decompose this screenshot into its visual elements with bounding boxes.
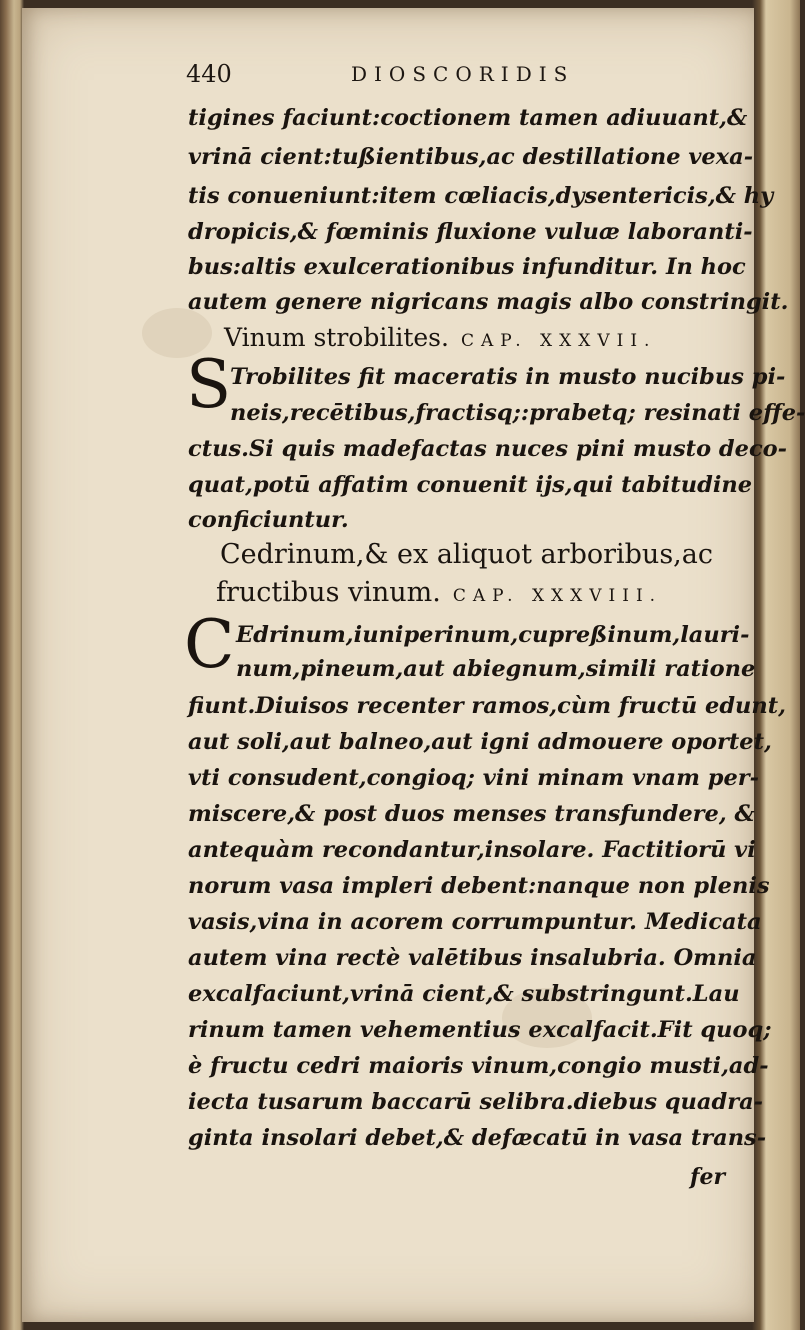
- text-line: fiunt.Diuisos recenter ramos,cùm fructū edunt,: [188, 693, 786, 719]
- text-line: Trobilites fit maceratis in musto nucibus pi-: [230, 364, 786, 390]
- initial-letter: C: [184, 606, 235, 683]
- text-line: miscere,& post duos menses transfundere, &: [188, 801, 755, 827]
- chapter-title: Vinum strobilites.: [224, 323, 449, 352]
- text-line: vasis,vina in acorem corrumpuntur. Medicata: [188, 909, 762, 935]
- text-line: neis,recētibus,fractisq;:prabetq; resinati effe-: [230, 400, 805, 426]
- text-line: dropicis,& fœminis fluxione vuluæ laboranti-: [188, 219, 753, 245]
- page-number: 440: [186, 60, 232, 88]
- catchword: fer: [690, 1164, 726, 1190]
- text-line: aut soli,aut balneo,aut igni admouere oportet,: [188, 729, 772, 755]
- text-line: è fructu cedri maioris vinum,congio musti,ad-: [188, 1053, 769, 1079]
- text-line: ginta insolari debet,& defæcatū in vasa trans-: [188, 1125, 767, 1151]
- text-line: conficiuntur.: [188, 507, 349, 533]
- chapter-title: fructibus vinum.: [216, 577, 441, 608]
- text-line: rinum tamen vehementius excalfacit.Fit quoq;: [188, 1017, 772, 1043]
- running-head: DIOSCORIDIS: [351, 62, 575, 86]
- page-header: [186, 56, 726, 96]
- text-line: ctus.Si quis madefactas nuces pini musto deco-: [188, 436, 787, 462]
- initial-letter: S: [186, 346, 232, 423]
- text-line: iecta tusarum baccarū selibra.diebus quadra-: [188, 1089, 763, 1115]
- text-line: antequàm recondantur,insolare. Factitiorū vi: [188, 837, 756, 863]
- text-line: tis conueniunt:item cœliacis,dysentericis,& hy: [188, 183, 774, 209]
- text-line: bus:altis exulcerationibus infunditur. In hoc: [188, 254, 746, 280]
- chapter-number: CAP. XXXVIII.: [452, 586, 663, 606]
- text-line: autem vina rectè valētibus insalubria. Omnia: [188, 945, 757, 971]
- text-line: autem genere nigricans magis albo constringit.: [188, 289, 789, 315]
- text-line: vti consudent,congioq; vini minam vnam per-: [188, 765, 759, 791]
- text-line: vrinā cient:tußientibus,ac destillatione vexa-: [188, 144, 754, 170]
- text-line: excalfaciunt,vrinā cient,& substringunt.Lau: [188, 981, 740, 1007]
- chapter-heading: [224, 321, 656, 358]
- chapter-number: CAP. XXXVII.: [460, 331, 657, 351]
- text-line: norum vasa impleri debent:nanque non plenis: [188, 873, 770, 899]
- text-line: tigines faciunt:coctionem tamen adiuuant,&: [188, 105, 748, 131]
- text-line: num,pineum,aut abiegnum,simili ratione: [236, 656, 756, 682]
- chapter-heading-line1: Cedrinum,& ex aliquot arboribus,ac: [220, 539, 713, 570]
- text-line: Edrinum,iuniperinum,cupreßinum,lauri-: [236, 622, 750, 648]
- chapter-heading-line2: [216, 576, 662, 613]
- text-line: quat,potū affatim conuenit ijs,qui tabitudine: [188, 472, 753, 498]
